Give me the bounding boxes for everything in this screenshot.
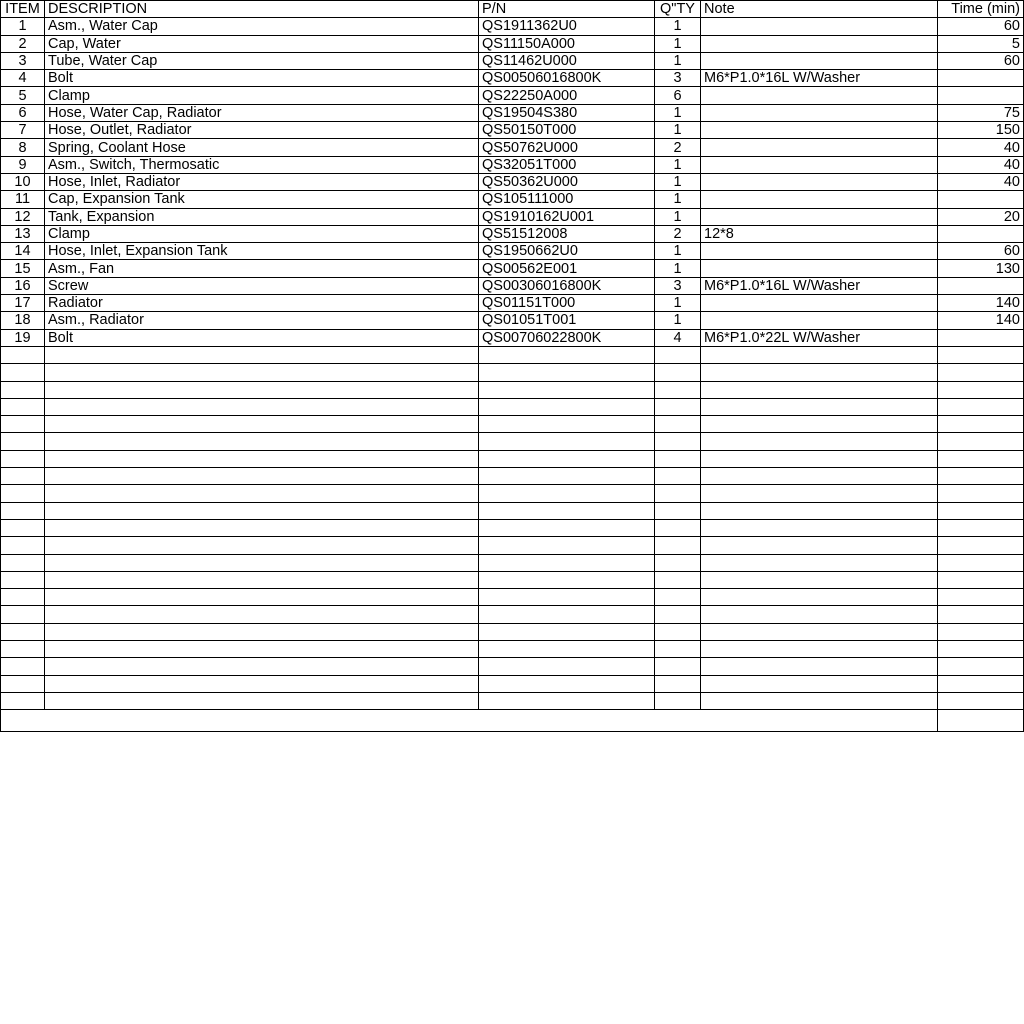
cell-pn: QS1950662U0: [479, 243, 655, 260]
cell-note: [701, 208, 938, 225]
footer-row: [1, 710, 1024, 732]
empty-cell-pn: [479, 416, 655, 433]
empty-cell-description: [45, 554, 479, 571]
cell-pn: QS1911362U0: [479, 18, 655, 35]
cell-note: [701, 87, 938, 104]
cell-item: 1: [1, 18, 45, 35]
empty-cell-qty: [655, 485, 701, 502]
empty-cell-qty: [655, 519, 701, 536]
empty-cell-qty: [655, 502, 701, 519]
empty-cell-time: [938, 519, 1024, 536]
cell-description: Asm., Radiator: [45, 312, 479, 329]
empty-cell-time: [938, 450, 1024, 467]
empty-cell-description: [45, 675, 479, 692]
header-time: Time (min): [938, 1, 1024, 18]
cell-pn: QS50762U000: [479, 139, 655, 156]
cell-pn: QS19504S380: [479, 104, 655, 121]
empty-cell-time: [938, 692, 1024, 709]
empty-cell-item: [1, 589, 45, 606]
cell-note: M6*P1.0*22L W/Washer: [701, 329, 938, 346]
empty-cell-time: [938, 537, 1024, 554]
cell-qty: 1: [655, 52, 701, 69]
cell-pn: QS11150A000: [479, 35, 655, 52]
cell-note: [701, 312, 938, 329]
table-row: [1, 277, 1024, 294]
cell-item: 5: [1, 87, 45, 104]
empty-cell-note: [701, 502, 938, 519]
empty-cell-description: [45, 398, 479, 415]
empty-cell-item: [1, 364, 45, 381]
cell-description: Cap, Expansion Tank: [45, 191, 479, 208]
empty-cell-item: [1, 346, 45, 363]
empty-cell-pn: [479, 675, 655, 692]
empty-cell-qty: [655, 450, 701, 467]
cell-time: 60: [938, 243, 1024, 260]
empty-cell-description: [45, 416, 479, 433]
empty-cell-qty: [655, 364, 701, 381]
empty-cell-pn: [479, 398, 655, 415]
empty-cell-note: [701, 537, 938, 554]
empty-cell-note: [701, 416, 938, 433]
empty-cell-pn: [479, 554, 655, 571]
empty-row: [1, 416, 1024, 433]
cell-pn: QS32051T000: [479, 156, 655, 173]
cell-item: 19: [1, 329, 45, 346]
empty-cell-time: [938, 640, 1024, 657]
cell-description: Tube, Water Cap: [45, 52, 479, 69]
empty-cell-description: [45, 381, 479, 398]
empty-cell-item: [1, 675, 45, 692]
cell-time: 5: [938, 35, 1024, 52]
empty-cell-note: [701, 554, 938, 571]
empty-cell-note: [701, 364, 938, 381]
empty-cell-qty: [655, 381, 701, 398]
cell-qty: 2: [655, 225, 701, 242]
empty-cell-qty: [655, 675, 701, 692]
empty-cell-time: [938, 485, 1024, 502]
cell-qty: 1: [655, 122, 701, 139]
empty-cell-qty: [655, 692, 701, 709]
empty-cell-pn: [479, 658, 655, 675]
cell-description: Asm., Switch, Thermosatic: [45, 156, 479, 173]
empty-cell-note: [701, 468, 938, 485]
empty-cell-description: [45, 485, 479, 502]
empty-cell-pn: [479, 519, 655, 536]
empty-row: [1, 675, 1024, 692]
empty-cell-pn: [479, 450, 655, 467]
empty-row: [1, 554, 1024, 571]
cell-note: 12*8: [701, 225, 938, 242]
header-description: DESCRIPTION: [45, 1, 479, 18]
table-row: [1, 173, 1024, 190]
empty-cell-time: [938, 606, 1024, 623]
empty-row: [1, 571, 1024, 588]
empty-cell-time: [938, 623, 1024, 640]
cell-qty: 1: [655, 260, 701, 277]
cell-pn: QS1910162U001: [479, 208, 655, 225]
table-row: [1, 18, 1024, 35]
empty-cell-pn: [479, 346, 655, 363]
empty-cell-description: [45, 346, 479, 363]
empty-cell-item: [1, 571, 45, 588]
cell-note: [701, 35, 938, 52]
header-pn: P/N: [479, 1, 655, 18]
empty-cell-note: [701, 640, 938, 657]
cell-description: Cap, Water: [45, 35, 479, 52]
empty-cell-qty: [655, 554, 701, 571]
cell-qty: 1: [655, 243, 701, 260]
empty-cell-qty: [655, 416, 701, 433]
cell-qty: 1: [655, 173, 701, 190]
empty-cell-item: [1, 554, 45, 571]
table-row: [1, 139, 1024, 156]
empty-cell-pn: [479, 364, 655, 381]
cell-note: [701, 295, 938, 312]
empty-row: [1, 398, 1024, 415]
empty-row: [1, 433, 1024, 450]
cell-qty: 1: [655, 18, 701, 35]
empty-cell-note: [701, 398, 938, 415]
cell-description: Hose, Inlet, Expansion Tank: [45, 243, 479, 260]
cell-item: 8: [1, 139, 45, 156]
cell-note: [701, 52, 938, 69]
empty-cell-description: [45, 537, 479, 554]
empty-cell-qty: [655, 398, 701, 415]
cell-qty: 3: [655, 70, 701, 87]
empty-cell-description: [45, 571, 479, 588]
footer-total-cell: [938, 710, 1024, 732]
cell-qty: 1: [655, 312, 701, 329]
cell-pn: QS00306016800K: [479, 277, 655, 294]
empty-cell-note: [701, 433, 938, 450]
cell-pn: QS105111000: [479, 191, 655, 208]
empty-row: [1, 485, 1024, 502]
cell-pn: QS50362U000: [479, 173, 655, 190]
footer-label-cell: [1, 710, 938, 732]
empty-cell-item: [1, 502, 45, 519]
empty-row: [1, 468, 1024, 485]
empty-cell-pn: [479, 381, 655, 398]
cell-time: [938, 191, 1024, 208]
empty-cell-description: [45, 450, 479, 467]
cell-qty: 1: [655, 104, 701, 121]
cell-item: 4: [1, 70, 45, 87]
cell-description: Clamp: [45, 225, 479, 242]
table-row: [1, 243, 1024, 260]
cell-description: Radiator: [45, 295, 479, 312]
empty-cell-pn: [479, 502, 655, 519]
empty-row: [1, 658, 1024, 675]
cell-item: 17: [1, 295, 45, 312]
empty-row: [1, 346, 1024, 363]
cell-item: 2: [1, 35, 45, 52]
cell-time: 60: [938, 52, 1024, 69]
cell-qty: 6: [655, 87, 701, 104]
empty-cell-item: [1, 485, 45, 502]
empty-cell-time: [938, 675, 1024, 692]
cell-item: 7: [1, 122, 45, 139]
table-row: [1, 312, 1024, 329]
cell-item: 18: [1, 312, 45, 329]
cell-description: Tank, Expansion: [45, 208, 479, 225]
cell-note: [701, 156, 938, 173]
header-row: [1, 1, 1024, 18]
empty-cell-qty: [655, 606, 701, 623]
cell-note: [701, 173, 938, 190]
cell-description: Asm., Water Cap: [45, 18, 479, 35]
cell-time: 40: [938, 173, 1024, 190]
cell-note: [701, 122, 938, 139]
empty-cell-item: [1, 416, 45, 433]
empty-cell-description: [45, 606, 479, 623]
empty-cell-item: [1, 623, 45, 640]
cell-item: 16: [1, 277, 45, 294]
empty-cell-qty: [655, 433, 701, 450]
header-item: ITEM: [1, 1, 45, 18]
empty-cell-pn: [479, 640, 655, 657]
cell-item: 11: [1, 191, 45, 208]
cell-pn: QS01051T001: [479, 312, 655, 329]
table-row: [1, 156, 1024, 173]
empty-row: [1, 623, 1024, 640]
cell-qty: 2: [655, 139, 701, 156]
cell-pn: QS51512008: [479, 225, 655, 242]
cell-note: M6*P1.0*16L W/Washer: [701, 277, 938, 294]
empty-cell-item: [1, 433, 45, 450]
empty-cell-pn: [479, 485, 655, 502]
empty-cell-description: [45, 623, 479, 640]
empty-cell-time: [938, 364, 1024, 381]
empty-cell-time: [938, 658, 1024, 675]
empty-cell-qty: [655, 589, 701, 606]
empty-cell-time: [938, 571, 1024, 588]
empty-cell-qty: [655, 658, 701, 675]
empty-cell-note: [701, 485, 938, 502]
cell-pn: QS11462U000: [479, 52, 655, 69]
empty-cell-description: [45, 364, 479, 381]
table-row: [1, 122, 1024, 139]
empty-cell-qty: [655, 623, 701, 640]
cell-pn: QS00562E001: [479, 260, 655, 277]
empty-cell-pn: [479, 692, 655, 709]
empty-cell-item: [1, 606, 45, 623]
cell-note: [701, 18, 938, 35]
table-row: [1, 295, 1024, 312]
cell-pn: QS22250A000: [479, 87, 655, 104]
empty-cell-pn: [479, 433, 655, 450]
cell-item: 14: [1, 243, 45, 260]
empty-cell-time: [938, 502, 1024, 519]
empty-cell-item: [1, 398, 45, 415]
empty-cell-time: [938, 381, 1024, 398]
cell-item: 10: [1, 173, 45, 190]
table-row: [1, 70, 1024, 87]
table-row: [1, 87, 1024, 104]
empty-cell-qty: [655, 640, 701, 657]
header-qty: Q"TY: [655, 1, 701, 18]
empty-cell-pn: [479, 571, 655, 588]
empty-cell-qty: [655, 468, 701, 485]
cell-description: Hose, Outlet, Radiator: [45, 122, 479, 139]
cell-item: 15: [1, 260, 45, 277]
cell-note: M6*P1.0*16L W/Washer: [701, 70, 938, 87]
cell-qty: 1: [655, 191, 701, 208]
empty-cell-pn: [479, 537, 655, 554]
cell-item: 6: [1, 104, 45, 121]
empty-cell-note: [701, 571, 938, 588]
cell-time: 40: [938, 139, 1024, 156]
table-row: [1, 52, 1024, 69]
cell-item: 9: [1, 156, 45, 173]
empty-cell-note: [701, 450, 938, 467]
table-row: [1, 191, 1024, 208]
cell-time: 150: [938, 122, 1024, 139]
table-row: [1, 35, 1024, 52]
table-row: [1, 208, 1024, 225]
cell-item: 12: [1, 208, 45, 225]
cell-time: 75: [938, 104, 1024, 121]
cell-description: Screw: [45, 277, 479, 294]
empty-cell-note: [701, 675, 938, 692]
empty-row: [1, 606, 1024, 623]
cell-qty: 1: [655, 208, 701, 225]
cell-pn: QS00506016800K: [479, 70, 655, 87]
empty-row: [1, 450, 1024, 467]
empty-cell-item: [1, 519, 45, 536]
cell-item: 3: [1, 52, 45, 69]
cell-description: Clamp: [45, 87, 479, 104]
cell-description: Bolt: [45, 70, 479, 87]
empty-cell-description: [45, 658, 479, 675]
empty-cell-note: [701, 658, 938, 675]
cell-description: Hose, Water Cap, Radiator: [45, 104, 479, 121]
empty-cell-item: [1, 640, 45, 657]
cell-description: Spring, Coolant Hose: [45, 139, 479, 156]
cell-time: [938, 70, 1024, 87]
empty-cell-pn: [479, 606, 655, 623]
cell-note: [701, 243, 938, 260]
empty-cell-note: [701, 589, 938, 606]
empty-cell-description: [45, 640, 479, 657]
empty-cell-item: [1, 450, 45, 467]
table-row: [1, 225, 1024, 242]
cell-time: 60: [938, 18, 1024, 35]
empty-cell-note: [701, 519, 938, 536]
table-row: [1, 329, 1024, 346]
cell-pn: QS50150T000: [479, 122, 655, 139]
empty-cell-note: [701, 381, 938, 398]
empty-row: [1, 589, 1024, 606]
empty-row: [1, 640, 1024, 657]
empty-row: [1, 381, 1024, 398]
empty-cell-item: [1, 692, 45, 709]
empty-cell-time: [938, 589, 1024, 606]
cell-qty: 1: [655, 35, 701, 52]
cell-time: [938, 225, 1024, 242]
empty-cell-time: [938, 554, 1024, 571]
empty-row: [1, 502, 1024, 519]
cell-pn: QS00706022800K: [479, 329, 655, 346]
header-note: Note: [701, 1, 938, 18]
empty-cell-time: [938, 398, 1024, 415]
empty-cell-pn: [479, 623, 655, 640]
empty-cell-description: [45, 502, 479, 519]
cell-time: 20: [938, 208, 1024, 225]
cell-qty: 4: [655, 329, 701, 346]
cell-qty: 3: [655, 277, 701, 294]
empty-cell-description: [45, 589, 479, 606]
cell-note: [701, 104, 938, 121]
empty-cell-description: [45, 433, 479, 450]
empty-cell-pn: [479, 589, 655, 606]
cell-time: [938, 87, 1024, 104]
table-row: [1, 104, 1024, 121]
empty-cell-note: [701, 692, 938, 709]
empty-cell-time: [938, 416, 1024, 433]
empty-cell-note: [701, 346, 938, 363]
empty-row: [1, 519, 1024, 536]
empty-cell-time: [938, 346, 1024, 363]
parts-table-body: [1, 1, 1024, 732]
cell-pn: QS01151T000: [479, 295, 655, 312]
empty-cell-pn: [479, 468, 655, 485]
empty-cell-time: [938, 468, 1024, 485]
cell-time: 140: [938, 295, 1024, 312]
empty-cell-item: [1, 537, 45, 554]
empty-cell-qty: [655, 571, 701, 588]
empty-row: [1, 692, 1024, 709]
empty-cell-description: [45, 519, 479, 536]
empty-cell-qty: [655, 346, 701, 363]
empty-cell-qty: [655, 537, 701, 554]
empty-row: [1, 364, 1024, 381]
cell-description: Hose, Inlet, Radiator: [45, 173, 479, 190]
cell-description: Bolt: [45, 329, 479, 346]
cell-time: [938, 277, 1024, 294]
table-row: [1, 260, 1024, 277]
cell-note: [701, 191, 938, 208]
empty-cell-description: [45, 692, 479, 709]
cell-qty: 1: [655, 156, 701, 173]
empty-row: [1, 537, 1024, 554]
cell-time: 140: [938, 312, 1024, 329]
cell-note: [701, 260, 938, 277]
empty-cell-time: [938, 433, 1024, 450]
cell-time: [938, 329, 1024, 346]
cell-time: 40: [938, 156, 1024, 173]
cell-qty: 1: [655, 295, 701, 312]
cell-note: [701, 139, 938, 156]
empty-cell-item: [1, 381, 45, 398]
empty-cell-note: [701, 623, 938, 640]
empty-cell-item: [1, 468, 45, 485]
empty-cell-note: [701, 606, 938, 623]
cell-item: 13: [1, 225, 45, 242]
cell-time: 130: [938, 260, 1024, 277]
empty-cell-item: [1, 658, 45, 675]
empty-cell-description: [45, 468, 479, 485]
cell-description: Asm., Fan: [45, 260, 479, 277]
